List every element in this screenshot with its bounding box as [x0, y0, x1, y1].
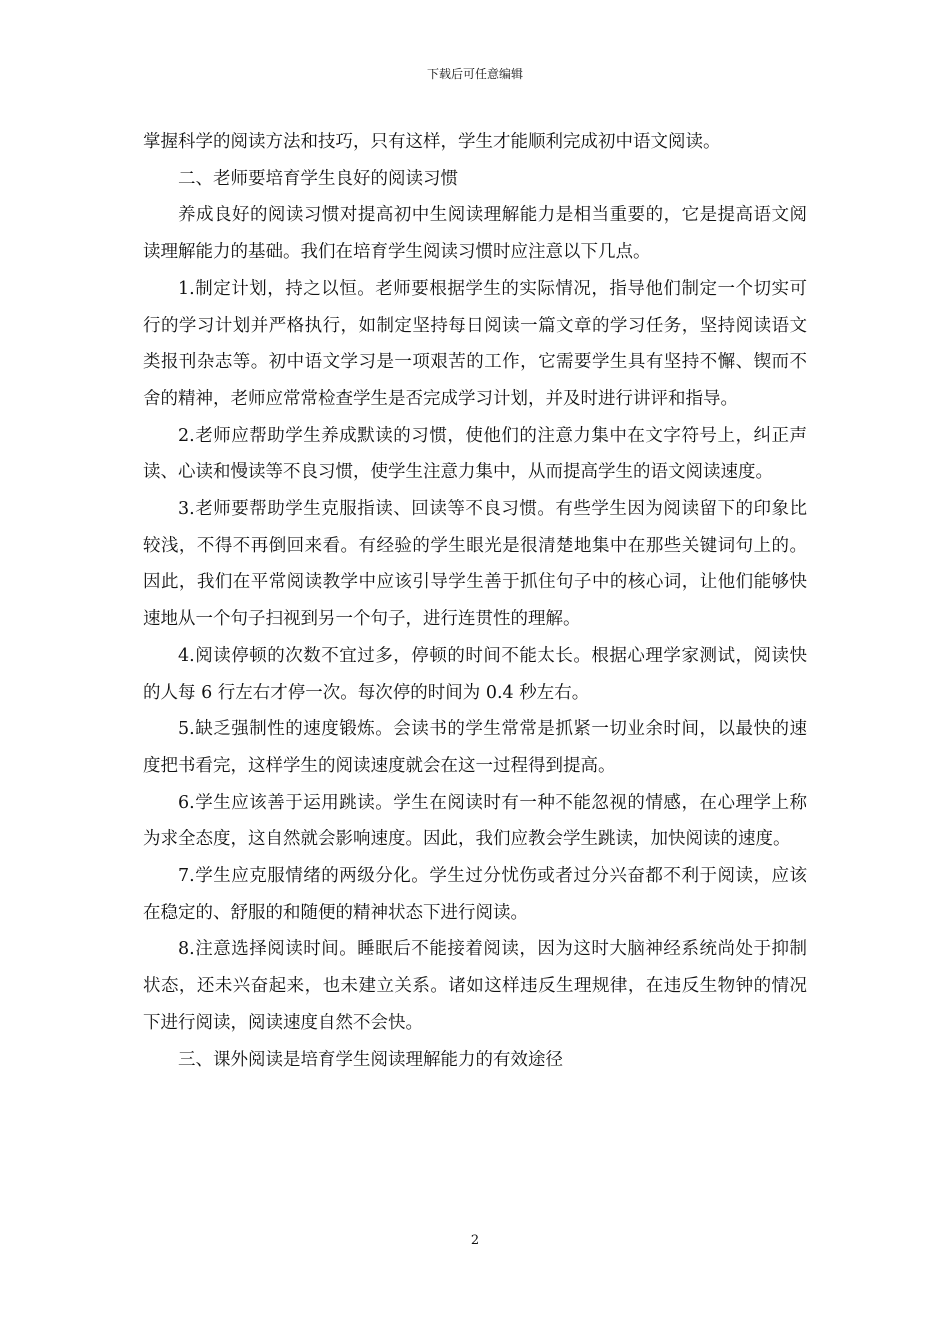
list-item-2: 2.老师应帮助学生养成默读的习惯，使他们的注意力集中在文字符号上，纠正声读、心读和慢读等不良习惯，使学生注意力集中，从而提高学生的语文阅读速度。	[143, 425, 807, 483]
list-item-3: 3.老师要帮助学生克服指读、回读等不良习惯。有些学生因为阅读留下的印象比较浅，不得不再倒回来看。有经验的学生眼光是很清楚地集中在那些关键词句上的。因此，我们在平常阅读教学中应该引导学生善于抓住句子中的核心词，让他们能够快速地从一个句子扫视到另一个句子，进行连贯性的理解。	[143, 499, 807, 630]
list-item-4: 4.阅读停顿的次数不宜过多，停顿的时间不能太长。根据心理学家测试，阅读快的人每 6 行左右才停一次。每次停的时间为 0.4 秒左右。	[143, 645, 807, 703]
list-item-8: 8.注意选择阅读时间。睡眠后不能接着阅读，因为这时大脑神经系统尚处于抑制状态，还未兴奋起来，也未建立关系。诸如这样违反生理规律，在违反生物钟的情况下进行阅读，阅读速度自然不会快。	[143, 939, 807, 1033]
paragraph-1: 掌握科学的阅读方法和技巧，只有这样，学生才能顺利完成初中语文阅读。	[143, 132, 721, 152]
list-item-5: 5.缺乏强制性的速度锻炼。会读书的学生常常是抓紧一切业余时间，以最快的速度把书看完，这样学生的阅读速度就会在这一过程得到提高。	[143, 719, 807, 776]
section-heading-2: 二、老师要培育学生良好的阅读习惯	[178, 168, 458, 189]
document-body	[143, 124, 807, 1078]
list-item-6: 6.学生应该善于运用跳读。学生在阅读时有一种不能忽视的情感，在心理学上称为求全态度，这自然就会影响速度。因此，我们应教会学生跳读，加快阅读的速度。	[143, 792, 807, 850]
list-item-7: 7.学生应克服情绪的两级分化。学生过分忧伤或者过分兴奋都不利于阅读，应该在稳定的、舒服的和随便的精神状态下进行阅读。	[143, 866, 807, 923]
paragraph-3: 养成良好的阅读习惯对提高初中生阅读理解能力是相当重要的，它是提高语文阅读理解能力的基础。我们在培育学生阅读习惯时应注意以下几点。	[143, 205, 807, 263]
page-number: 2	[470, 1233, 480, 1248]
page-header: 下载后可任意编辑	[426, 67, 523, 81]
list-item-1: 1.制定计划，持之以恒。老师要根据学生的实际情况，指导他们制定一个切实可行的学习计划并严格执行，如制定坚持每日阅读一篇文章的学习任务，坚持阅读语文类报刊杂志等。初中语文学习是一项艰苦的工作，它需要学生具有坚持不懈、锲而不舍的精神，老师应常常检查学生是否完成学习计划，并及时进行讲评和指导。	[143, 278, 807, 409]
section-heading-3: 三、课外阅读是培育学生阅读理解能力的有效途径	[178, 1049, 563, 1070]
